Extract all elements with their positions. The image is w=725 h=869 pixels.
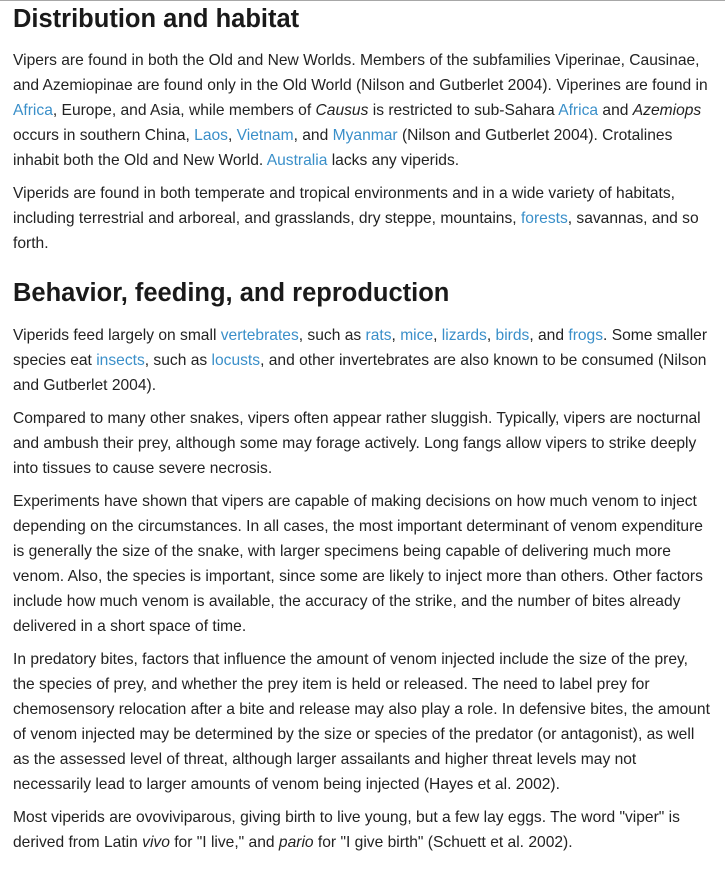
link-forests[interactable]: forests	[520, 210, 568, 227]
paragraph	[13, 647, 713, 797]
text-run: , such as	[298, 327, 366, 344]
article-content	[13, 3, 713, 855]
paragraph	[13, 805, 713, 855]
italic-term: Causus	[315, 102, 369, 119]
italic-term: pario	[278, 834, 314, 851]
text-run: , savannas, and so forth.	[13, 210, 699, 252]
text-run: Experiments have shown that vipers are capable of making decisions on how much venom to inject depending on the circumstances. In all cases, the most important determinant of venom expenditure is generally the size of the snake, with larger specimens being capable of delivering much more venom. Also, the species is important, since some are likely to inject more than others. Other factors include how much venom is available, the accuracy of the strike, and the number of bites already delivered in a short space of time.	[13, 493, 703, 635]
text-run: , and	[293, 127, 333, 144]
text-run: Viperids feed largely on small	[13, 327, 221, 344]
italic-term: vivo	[142, 834, 170, 851]
text-run: Compared to many other snakes, vipers often appear rather sluggish. Typically, vipers are nocturnal and ambush their prey, although some may forage actively. Long fangs allow vipers to strike deeply into tissues to cause severe necrosis.	[13, 410, 701, 477]
link-mice[interactable]: mice	[400, 327, 434, 344]
paragraph	[13, 323, 713, 398]
text-run: is restricted to sub-Sahara	[368, 102, 559, 119]
text-run: occurs in southern China,	[13, 127, 195, 144]
link-locusts[interactable]: locusts	[211, 352, 261, 369]
text-run: (Nilson and Gutberlet 2004). Crotalines inhabit both the Old and New World.	[13, 127, 673, 169]
paragraph	[13, 489, 713, 639]
text-run: In predatory bites, factors that influence the amount of venom injected include the size of the prey, the species of prey, and whether the prey item is held or released. The need to label prey for chemosensory relocation after a bite and release may also play a role. In defensive bites, the amount of venom injected may be determined by the size or species of the predator (or antagonist), as well as the assessed level of threat, although larger assailants and higher threat levels may not necessarily lead to larger amounts of venom being injected (Hayes et al. 2002).	[13, 651, 710, 793]
text-run: Most viperids are ovoviviparous, giving birth to live young, but a few lay eggs. The word "viper" is derived from Latin	[13, 809, 680, 851]
link-frogs[interactable]: frogs	[568, 327, 604, 344]
text-run: ,	[227, 127, 237, 144]
link-lizards[interactable]: lizards	[441, 327, 487, 344]
text-run: ,	[391, 327, 401, 344]
link-australia[interactable]: Australia	[266, 152, 328, 169]
paragraph	[13, 48, 713, 173]
text-run: , and other invertebrates are also known to be consumed (Nilson and Gutberlet 2004).	[13, 352, 707, 394]
text-run: ,	[433, 327, 442, 344]
text-run: for "I give birth" (Schuett et al. 2002).	[313, 834, 573, 851]
top-divider	[0, 0, 725, 1]
link-insects[interactable]: insects	[96, 352, 145, 369]
link-africa[interactable]: Africa	[13, 102, 53, 119]
text-run: ,	[486, 327, 496, 344]
paragraph	[13, 181, 713, 256]
text-run: and	[598, 102, 633, 119]
link-rats[interactable]: rats	[365, 327, 392, 344]
text-run: . Some smaller species eat	[13, 327, 708, 369]
text-run: lacks any viperids.	[327, 152, 460, 169]
text-run: Viperids are found in both temperate and tropical environments and in a wide variety of habitats, including terrestrial and arboreal, and grasslands, dry steppe, mountains,	[13, 185, 675, 227]
text-run: , such as	[144, 352, 212, 369]
link-birds[interactable]: birds	[495, 327, 530, 344]
link-vietnam[interactable]: Vietnam	[236, 127, 294, 144]
text-run: , and	[529, 327, 569, 344]
link-vertebrates[interactable]: vertebrates	[220, 327, 299, 344]
text-run: for "I live," and	[169, 834, 279, 851]
text-run: Vipers are found in both the Old and New Worlds. Members of the subfamilies Viperinae, Causinae, and Azemiopinae are found only in the Old World (Nilson and Gutberlet 2004). Viperines are found in	[13, 52, 708, 94]
link-africa[interactable]: Africa	[558, 102, 599, 119]
paragraph	[13, 406, 713, 481]
section-heading-behavior: Behavior, feeding, and reproduction	[13, 279, 450, 307]
italic-term: Azemiops	[632, 102, 702, 119]
link-laos[interactable]: Laos	[194, 127, 228, 144]
link-myanmar[interactable]: Myanmar	[332, 127, 398, 144]
text-run: , Europe, and Asia, while members of	[52, 102, 316, 119]
section-heading-distribution: Distribution and habitat	[13, 5, 300, 33]
